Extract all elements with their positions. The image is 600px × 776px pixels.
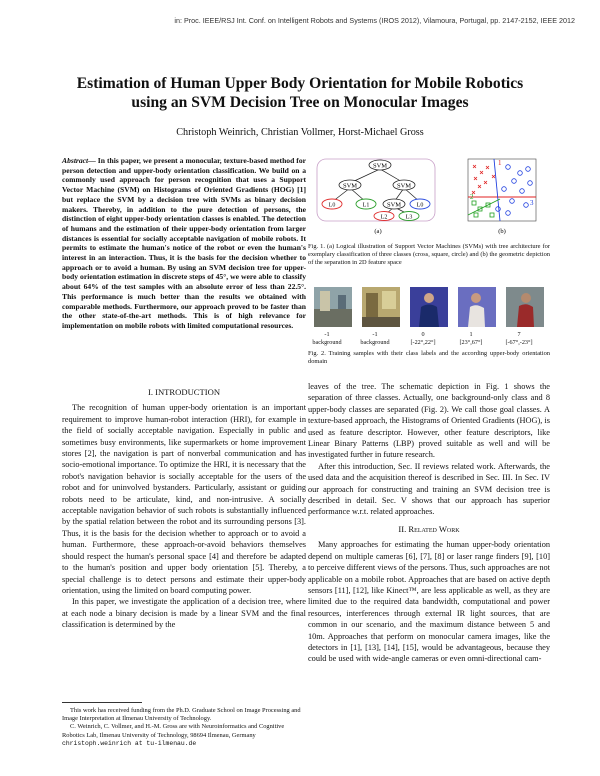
fig1a-leaf-right-label: L0 — [416, 202, 424, 209]
section-heading-introduction: I. INTRODUCTION — [147, 387, 221, 397]
fig2-label-1 — [303, 331, 351, 346]
section-heading-related-work: II. Related Work — [398, 523, 460, 534]
right-paragraph-2: After this introduction, Sec. II reviews related work. Afterwards, the used data and the acquisition thereof is described in Sec. III. In Sec. IV our approach for constructing and training an SVM decision tree is described in detail. Sec. V shows that our approach has superior performance w.r.t. related approaches. — [308, 461, 550, 517]
fig2-label-2 — [351, 331, 399, 346]
fig1a-leaf-bottom-left-label: L2 — [380, 214, 388, 221]
fig2-label-4 — [447, 331, 495, 346]
conference-header: in: Proc. IEEE/RSJ Int. Conf. on Intelligent Robots and Systems (IROS 2012), Vilamoura, Portugal, pp. 2147-2152, IEEE 2012 — [174, 16, 575, 25]
footnote-email: christoph.weinrich at tu-ilmenau.de — [62, 739, 197, 747]
fig1a-node-left-label: SVM — [342, 182, 358, 190]
footnote-divider — [62, 702, 142, 703]
footnote-affiliation — [62, 723, 306, 748]
fig2-label-1-class: -1 — [324, 331, 330, 338]
paper-title — [60, 74, 540, 112]
fig1b-label-2: 2 — [470, 193, 474, 201]
fig2-label-3-name: [-22°,22°] — [410, 338, 436, 346]
figure-1-caption: Fig. 1. (a) Logical illustration of Support Vector Machines (SVMs) with tree architecture for exemplary classification of three classes (cross, square, circle) and (b) the geometric depiction of the separation in 2D feature space — [308, 243, 550, 267]
fig1a-leaf-bottom-right-label: L3 — [405, 214, 413, 221]
figure-2 — [308, 287, 550, 327]
fig1b-feature-space — [468, 159, 536, 235]
fig2-thumb-person-front — [410, 287, 448, 327]
abstract-lead: Abstract — [62, 156, 89, 165]
fig2-label-3-class: 0 — [421, 331, 425, 338]
intro-paragraph-1: The recognition of human upper-body orientation is an important requirement to improve human-robot interaction (HRI), for example in the field of socially acceptable navigation. Especially in public and sometimes busy environments, like supermarkets or home improvement stores [2], the navigation is part of nonverbal communication and has socio-emotional importance. To optimize the HRI, it is necessary that the robot's navigation behavior is socially acceptable for the users of the robot and for uninvolved bystanders. Particularly, assistant or guiding robots need to be articulate, kind, and non-intrusive. A socially acceptable navigation behavior of such robots is substantially influenced by the spatial relation between the robot and its surrounding persons [3]. Thus, it is the basis for the decision whether to approach or to avoid a human. Furthermore, these approach-or-avoid behaviors themselves should respect the human's personal space [4] and therefore be adapted to the human's position and upper body orientation [5]. Thereby, a special challenge is to detect persons and estimate their upper-body orientation, using the limited on board computing power. — [62, 403, 306, 595]
right-paragraph-3: Many approaches for estimating the human upper-body orientation depend on multiple cameras [6], [7], [8] or laser range finders [9], [10] to perceive different views of the persons. Thus, such approaches are not applicable on a mobile robot. Approaches that are based on active depth sensors [11], [12], like Kinect™, are less applicable as well, as they are limited due to the required data bandwidth, computational and power resources, interferences through external IR light sources, that are common in our scenario, and the maximum distance between 5 and 10m. Approaches that perform on monocular camera images, like the detectors in [1], [13], [14], [15], would be advantageous, because they could be used with wide-angle cameras or even omni-directional cam- — [308, 540, 550, 664]
author-list: Christoph Weinrich, Christian Vollmer, Horst-Michael Gross — [176, 127, 424, 138]
footnotes — [62, 707, 306, 748]
fig2-thumb-background-1 — [314, 287, 352, 327]
footnote-affiliation-text: C. Weinrich, C. Vollmer, and H.-M. Gross are with Neuroinformatics and Cognitive Robotics Lab, Ilmenau University of Technology, 98694 Ilmenau, Germany — [62, 723, 285, 739]
fig2-label-5-name: [-67°,-23°] — [505, 338, 533, 346]
right-column-text — [308, 381, 550, 665]
abstract — [62, 156, 306, 331]
figure-1 — [308, 157, 550, 239]
fig1a-svm-tree — [317, 159, 435, 235]
fig1a-node-inner-label: SVM — [386, 201, 402, 209]
fig2-label-4-class: 1 — [469, 331, 473, 338]
fig1a-node-right-label: SVM — [396, 182, 412, 190]
fig2-thumb-person-side — [506, 287, 544, 327]
footnote-funding: This work has received funding from the Ph.D. Graduate School on Image Processing and Image Interpretation at Ilmenau University of Technology. — [62, 707, 301, 723]
fig2-label-5-class: 7 — [517, 331, 521, 338]
title-line-1: Estimation of Human Upper Body Orientation for Mobile Robotics — [76, 75, 524, 92]
fig2-label-5 — [495, 331, 543, 346]
fig1b-label-3: 3 — [530, 199, 534, 207]
fig1b-label-1: 1 — [498, 159, 502, 167]
figure-2-caption: Fig. 2. Training samples with their class labels and the according upper-body orientation domain — [308, 350, 550, 366]
fig1b-label: (b) — [498, 228, 506, 235]
fig1a-leaf-mid-label: L1 — [362, 202, 370, 209]
fig2-label-3 — [399, 331, 447, 346]
fig2-thumb-background-2 — [362, 287, 400, 327]
fig1a-leaf-left-label: L0 — [328, 202, 336, 209]
title-line-2: using an SVM Decision Tree on Monocular Images — [131, 94, 469, 111]
introduction-section — [62, 381, 306, 631]
fig2-thumb-person-diagonal — [458, 287, 496, 327]
abstract-text: — In this paper, we present a monocular, texture-based method for person detection and upper-body orientation classification. We build on a commonly used approach for person recognition that uses a Support Vector Machine (SVM) on Histograms of Oriented Gradients (HOG) [1] but replace the SVM by a decision tree with SVMs as binary decision makers. Thereby, in addition to the pure detection of persons, the distinction of eight upper-body orientation classes is enabled. The detection of humans and the estimation of their upper-body orientation from larger distances is essential for socially acceptable navigation of mobile robots. It permits to estimate the human's notice of the robot or even the human's interest in an interaction. Thus, it is the basis for the decision whether to approach or to avoid a human. By using an SVM decision tree for upper-body orientation estimation in discrete steps of 45°, we were able to classify about 64% of the test samples with an absolute error of less than 22.5°. This performance is much better than the results we obtained with comparable methods. Furthermore, our approach proved to be faster than the other state-of-the-art methods. This is of high relevance for implementation on mobile robots with limited computational resources. — [62, 156, 306, 330]
fig2-label-4-name: [23°,67°] — [459, 338, 483, 346]
fig2-label-2-name: background — [360, 338, 390, 346]
intro-paragraph-2: In this paper, we investigate the application of a decision tree, where at each node a binary decision is made by a linear SVM and the final classification is determined by the — [62, 597, 306, 630]
fig1a-label: (a) — [374, 228, 382, 235]
right-paragraph-1: leaves of the tree. The schematic depiction in Fig. 1 shows the separation of three classes. Actually, one background-only class and 8 upper-body classes are separated (Fig. 2). We call those goal classes. A texture-based approach, the Histograms of Oriented Gradients (HOG), is used as feature descriptor. However, other feature descriptors, like Linear Binary Patterns (LBP) proved suitable as well and will be investigated further in future research. — [308, 382, 550, 460]
fig1a-root-label: SVM — [372, 162, 388, 170]
fig2-label-1-name: background — [312, 338, 342, 346]
fig2-label-2-class: -1 — [372, 331, 378, 338]
